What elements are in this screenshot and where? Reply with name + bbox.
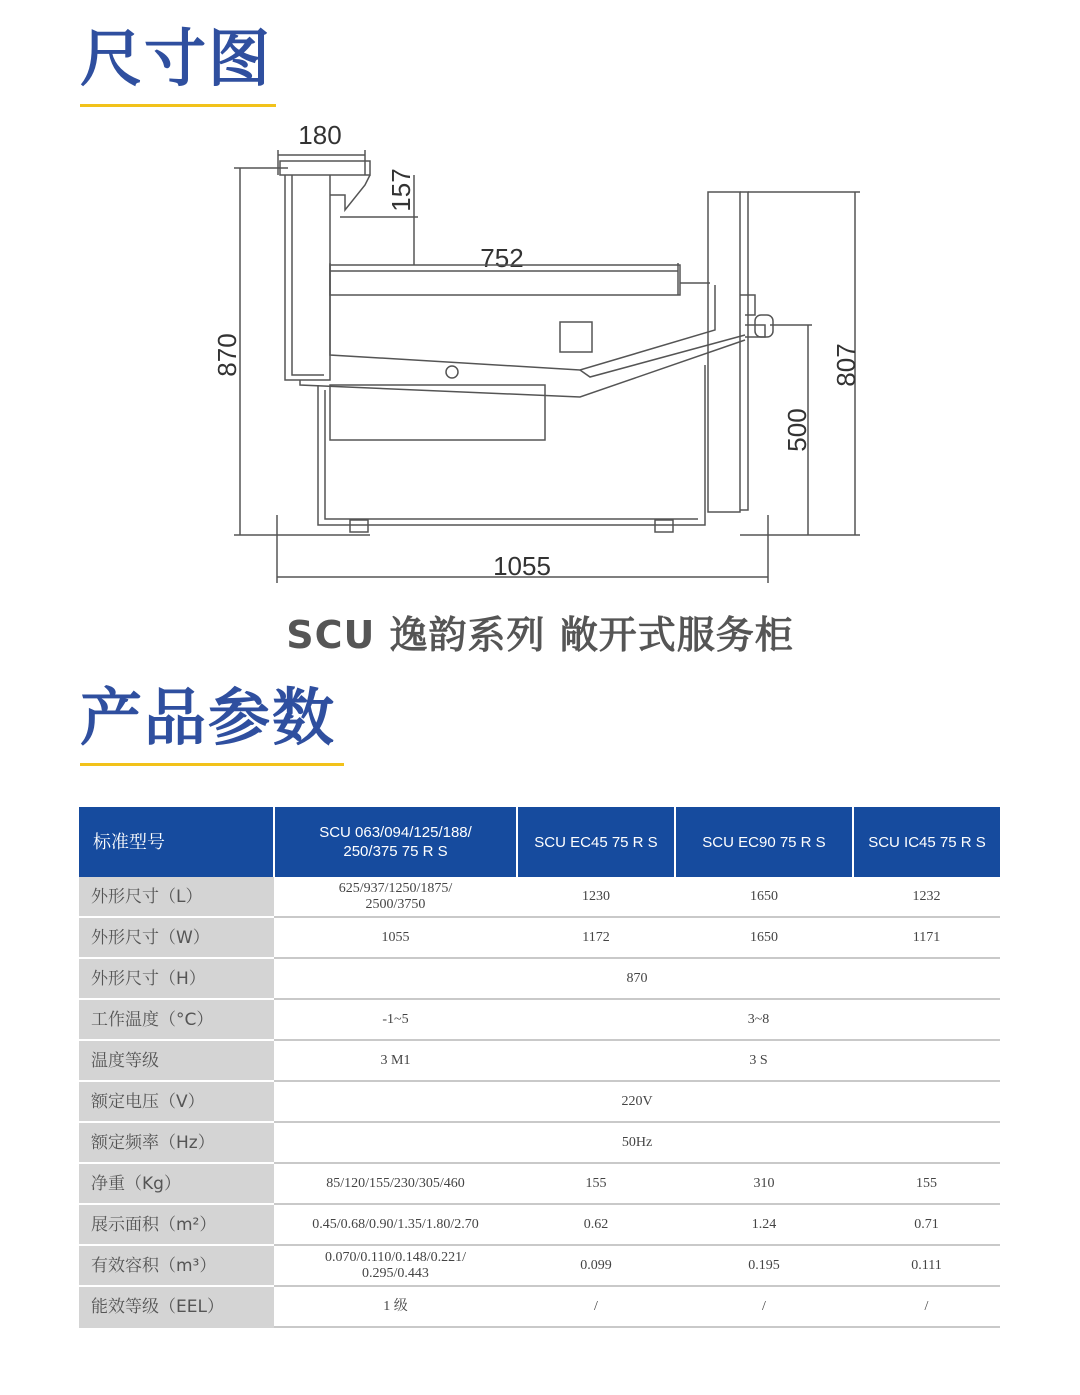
table-cell: 1232 xyxy=(853,877,1000,917)
table-cell: 1 级 xyxy=(274,1286,517,1327)
params-section-title: 产品参数 xyxy=(80,681,337,754)
dimensions-title-underline xyxy=(80,104,276,107)
table-cell: 85/120/155/230/305/460 xyxy=(274,1163,517,1204)
table-header-row xyxy=(79,807,1000,877)
table-cell: 1172 xyxy=(517,917,675,958)
table-cell: 0.62 xyxy=(517,1204,675,1245)
table-cell: 0.070/0.110/0.148/0.221/ 0.295/0.443 xyxy=(274,1245,517,1286)
header-model-3: SCU EC90 75 R S xyxy=(675,807,853,877)
dim-top-height: 157 xyxy=(386,168,416,212)
table-row xyxy=(79,1204,1000,1245)
row-label: 有效容积（m³） xyxy=(79,1245,274,1286)
product-spec-table xyxy=(79,807,1000,1328)
right-side-panel xyxy=(708,192,740,512)
table-cell: 1171 xyxy=(853,917,1000,958)
table-row xyxy=(79,1122,1000,1163)
dim-total-height: 870 xyxy=(212,333,242,377)
header-model-4: SCU IC45 75 R S xyxy=(853,807,1000,877)
table-row xyxy=(79,999,1000,1040)
table-cell: 3 M1 xyxy=(274,1040,517,1081)
params-title-underline xyxy=(80,763,344,766)
table-cell: 155 xyxy=(853,1163,1000,1204)
table-cell: 0.111 xyxy=(853,1245,1000,1286)
table-cell: 625/937/1250/1875/ 2500/3750 xyxy=(274,877,517,917)
table-row xyxy=(79,917,1000,958)
table-row xyxy=(79,1245,1000,1286)
table-cell: 0.195 xyxy=(675,1245,853,1286)
row-label: 工作温度（°C） xyxy=(79,999,274,1040)
dimensions-section-title: 尺寸图 xyxy=(80,22,273,95)
row-label: 净重（Kg） xyxy=(79,1163,274,1204)
table-cell: 50Hz xyxy=(274,1122,1000,1163)
compressor-box xyxy=(330,385,545,440)
product-series-subtitle: SCU 逸韵系列 敞开式服务柜 xyxy=(286,613,794,657)
table-cell: 1650 xyxy=(675,917,853,958)
row-label: 能效等级（EEL） xyxy=(79,1286,274,1327)
top-shelf xyxy=(280,161,370,175)
table-cell: 0.71 xyxy=(853,1204,1000,1245)
row-label: 外形尺寸（W） xyxy=(79,917,274,958)
table-cell: -1~5 xyxy=(274,999,517,1040)
table-row xyxy=(79,1081,1000,1122)
table-cell: 1055 xyxy=(274,917,517,958)
table-cell: 155 xyxy=(517,1163,675,1204)
dim-inner-width: 752 xyxy=(480,243,524,273)
table-cell: 870 xyxy=(274,958,1000,999)
row-label: 外形尺寸（L） xyxy=(79,877,274,917)
header-model-1: SCU 063/094/125/188/ 250/375 75 R S xyxy=(274,807,517,877)
table-row xyxy=(79,1040,1000,1081)
row-label: 温度等级 xyxy=(79,1040,274,1081)
row-label: 展示面积（m²） xyxy=(79,1204,274,1245)
table-cell: 1650 xyxy=(675,877,853,917)
row-label: 额定电压（V） xyxy=(79,1081,274,1122)
table-cell: 3~8 xyxy=(517,999,1000,1040)
table-cell: / xyxy=(853,1286,1000,1327)
table-row xyxy=(79,1163,1000,1204)
table-cell: 1230 xyxy=(517,877,675,917)
table-cell: 220V xyxy=(274,1081,1000,1122)
dimension-drawing xyxy=(200,115,880,585)
row-label: 额定频率（Hz） xyxy=(79,1122,274,1163)
table-cell: 1.24 xyxy=(675,1204,853,1245)
dim-counter-height: 500 xyxy=(782,408,812,452)
table-cell: 3 S xyxy=(517,1040,1000,1081)
dim-top-width: 180 xyxy=(298,120,342,150)
row-label: 外形尺寸（H） xyxy=(79,958,274,999)
table-cell: / xyxy=(517,1286,675,1327)
table-cell: 0.099 xyxy=(517,1245,675,1286)
header-model-label: 标准型号 xyxy=(79,807,274,877)
dim-right-height: 807 xyxy=(831,343,861,387)
table-cell: 0.45/0.68/0.90/1.35/1.80/2.70 xyxy=(274,1204,517,1245)
table-row xyxy=(79,1286,1000,1327)
table-cell: 310 xyxy=(675,1163,853,1204)
table-row xyxy=(79,958,1000,999)
dim-total-depth: 1055 xyxy=(493,551,551,581)
header-model-2: SCU EC45 75 R S xyxy=(517,807,675,877)
table-row xyxy=(79,877,1000,917)
table-cell: / xyxy=(675,1286,853,1327)
